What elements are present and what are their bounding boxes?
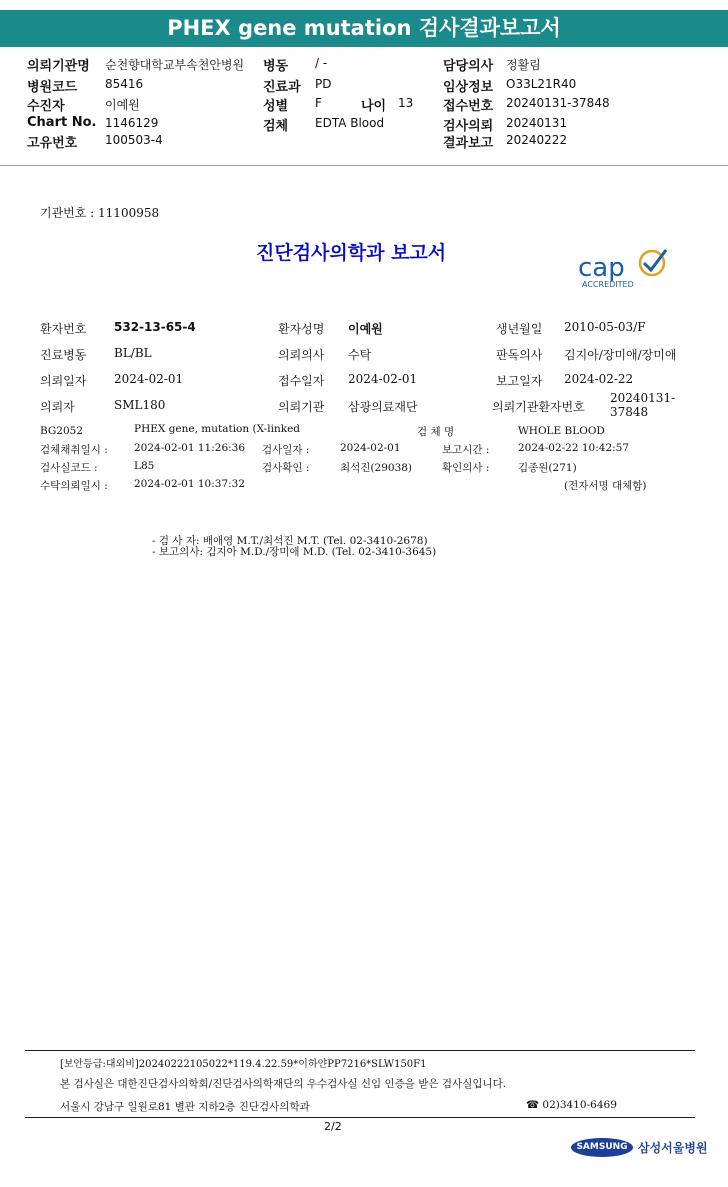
info-value: 2024-02-01 xyxy=(114,372,184,386)
report-title: 진단검사의학과 보고서 xyxy=(256,242,447,264)
info-value: 2024-02-22 xyxy=(564,372,634,386)
header-field-label: 결과보고 xyxy=(443,136,494,151)
header-field-value: / - xyxy=(315,56,328,70)
info-label: 판독의사 xyxy=(496,348,543,362)
info-label: 의뢰일자 xyxy=(40,374,87,388)
report-title-bar: PHEX gene mutation 검사결과보고서 xyxy=(0,10,728,47)
info-label: 환자성명 xyxy=(278,322,325,336)
header-field-label: 병동 xyxy=(263,59,289,74)
header-field-label: 담당의사 xyxy=(443,59,494,74)
header-field-value: PD xyxy=(315,77,332,91)
ref-patient-number-cont: 37848 xyxy=(610,405,649,419)
institution-number: 기관번호 : 11100958 xyxy=(40,206,160,220)
detail-value: 2024-02-01 10:37:32 xyxy=(134,478,246,490)
detail-label: 수탁의뢰일시 : xyxy=(40,480,108,492)
header-field-label: 임상정보 xyxy=(443,80,494,95)
header-field-label: 검사의뢰 xyxy=(443,119,494,134)
info-label: 생년월일 xyxy=(496,322,543,336)
footer-top-line xyxy=(25,1050,695,1051)
samsung-logo: SAMSUNG xyxy=(571,1138,633,1157)
detail-value: 2024-02-01 11:26:36 xyxy=(134,442,246,454)
info-label: 환자번호 xyxy=(40,322,87,336)
header-field-value: 1146129 xyxy=(105,116,159,130)
svg-text:cap: cap xyxy=(578,253,625,283)
header-field-value: 20240131-37848 xyxy=(506,96,610,110)
lab-address: 서울시 강남구 일원로81 별관 지하2층 진단검사의학과 xyxy=(60,1101,310,1113)
detail-label: 검사확인 : xyxy=(262,462,310,474)
info-label: 의뢰의사 xyxy=(278,348,325,362)
header-field-label: 성별 xyxy=(263,99,289,114)
info-value: 삼광의료재단 xyxy=(348,400,418,414)
info-value: 수탁 xyxy=(348,348,372,362)
header-field-label: 병원코드 xyxy=(27,80,78,95)
info-label: 진료병동 xyxy=(40,348,87,362)
signature-note: (전자서명 대체함) xyxy=(564,480,647,492)
detail-label: 검사일자 : xyxy=(262,444,310,456)
security-line: [보안등급:대외비]20240222105022*119.4.22.59*이하얀PP7216*SLW150F1 xyxy=(60,1059,427,1070)
info-label: 보고일자 xyxy=(496,374,543,388)
info-label: 의뢰기관환자번호 xyxy=(492,400,585,414)
hospital-name: 삼성서울병원 xyxy=(638,1141,708,1155)
test-name: PHEX gene, mutation (X-linked xyxy=(134,423,301,435)
header-field-value: 20240131 xyxy=(506,116,568,130)
info-value: 20240131- xyxy=(610,391,676,405)
lab-phone: ☎ 02)3410-6469 xyxy=(526,1099,617,1111)
header-field-value: 100503-4 xyxy=(105,133,163,147)
header-field-value: 순천향대학교부속천안병원 xyxy=(105,58,245,72)
age-label: 나이 xyxy=(361,99,387,114)
info-value: 김지아/장미애/장미애 xyxy=(564,348,677,362)
specimen-label: 검 체 명 xyxy=(417,426,455,438)
test-code: BG2052 xyxy=(40,425,84,437)
info-label: 의뢰기관 xyxy=(278,400,325,414)
info-label: 의뢰자 xyxy=(40,400,75,414)
staff-line-1: - 검 사 자: 배애영 M.T./최석진 M.T. (Tel. 02-3410-2678) xyxy=(152,535,428,547)
header-field-label: 의뢰기관명 xyxy=(27,59,90,74)
header-field-label: 진료과 xyxy=(263,80,301,95)
phone-icon: ☎ xyxy=(526,1099,543,1111)
header-field-value: O33L21R40 xyxy=(506,77,577,91)
detail-value: 최석진(29038) xyxy=(340,462,413,474)
staff-line-2: - 보고의사: 김지아 M.D./장미애 M.D. (Tel. 02-3410-3645) xyxy=(152,546,437,558)
header-field-value: 정활림 xyxy=(506,58,541,72)
header-divider xyxy=(0,165,728,166)
detail-label: 검체채취일시 : xyxy=(40,444,108,456)
info-value: 532-13-65-4 xyxy=(114,320,196,334)
footer-bottom-line xyxy=(25,1117,695,1118)
page-number: 2/2 xyxy=(324,1120,342,1133)
detail-value: 2024-02-22 10:42:57 xyxy=(518,442,630,454)
header-field-value: 이예원 xyxy=(105,98,140,112)
info-value: 이예원 xyxy=(348,322,383,336)
detail-label: 확인의사 : xyxy=(442,462,490,474)
svg-text:ACCREDITED: ACCREDITED xyxy=(582,280,634,289)
detail-value: L85 xyxy=(134,460,155,472)
detail-value: 김종원(271) xyxy=(518,462,577,474)
info-value: 2010-05-03/F xyxy=(564,320,646,334)
info-value: BL/BL xyxy=(114,346,152,360)
header-field-value: 20240222 xyxy=(506,133,568,147)
detail-value: 2024-02-01 xyxy=(340,442,401,454)
header-field-label: 고유번호 xyxy=(27,136,78,151)
header-field-value: 85416 xyxy=(105,77,144,91)
specimen-value: WHOLE BLOOD xyxy=(518,425,605,437)
header-field-label: Chart No. xyxy=(27,115,97,130)
detail-label: 검사실코드 : xyxy=(40,462,98,474)
header-field-label: 수진자 xyxy=(27,99,65,114)
detail-label: 보고시간 : xyxy=(442,444,490,456)
certification-text: 본 검사실은 대한진단검사의학회/진단검사의학재단의 우수검사실 신임 인증을 받은 검사실입니다. xyxy=(60,1078,507,1090)
cap-accredited-logo xyxy=(578,246,678,292)
info-value: 2024-02-01 xyxy=(348,372,418,386)
header-field-value: EDTA Blood xyxy=(315,116,385,130)
age-value: 13 xyxy=(398,96,414,110)
header-field-value: F xyxy=(315,96,322,110)
header-field-label: 검체 xyxy=(263,119,289,134)
header-field-label: 접수번호 xyxy=(443,99,494,114)
info-label: 접수일자 xyxy=(278,374,325,388)
info-value: SML180 xyxy=(114,398,166,412)
